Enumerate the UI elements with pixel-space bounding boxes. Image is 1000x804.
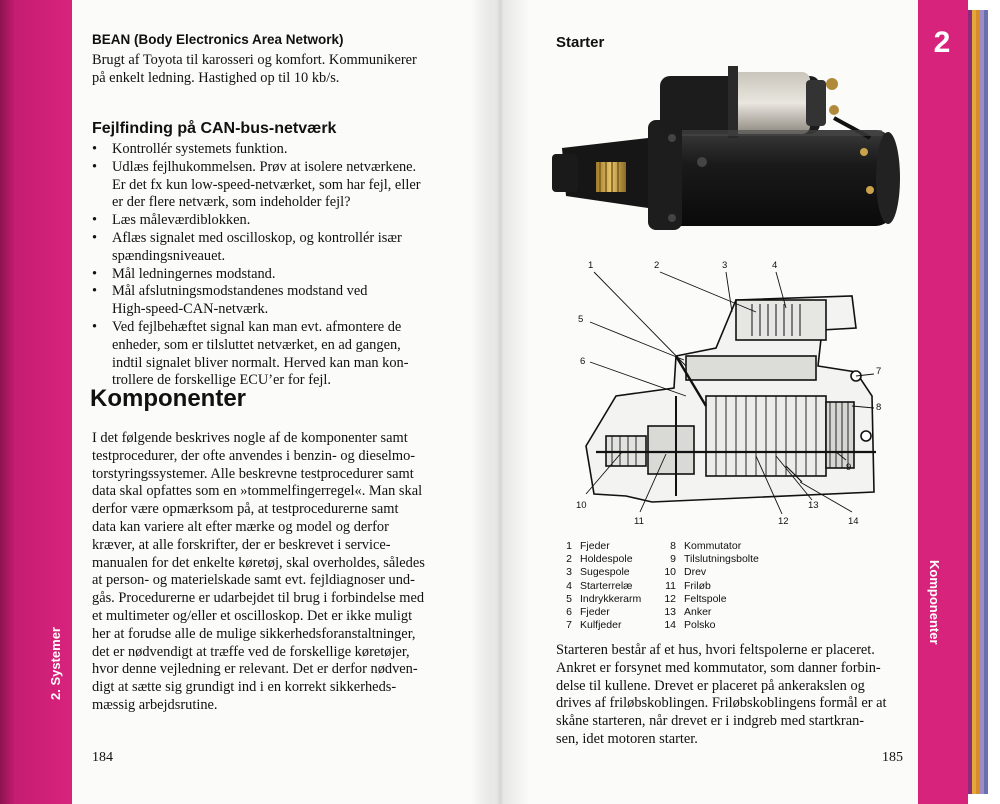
- legend-item: 6 Fjeder: [566, 606, 610, 619]
- legend-item: 14 Polsko: [664, 619, 716, 632]
- bean-heading: BEAN (Body Electronics Area Network): [92, 32, 344, 47]
- list-item: • Mål afslutningsmodstandenes modstand ved High-speed-CAN-netværk.: [88, 283, 468, 319]
- legend-item: 5 Indrykkerarm: [566, 592, 642, 605]
- text-line: kræver, at alle forskrifter, der er beskrevet i service-: [92, 536, 391, 553]
- text-line: torstyringssystemer. Alle beskrevne testprocedurer samt: [92, 465, 414, 482]
- text-line: I det følgende beskrives nogle af de komponenter samt: [92, 430, 408, 446]
- legend-item: 11 Friløb: [665, 579, 711, 592]
- text-line: Ankret er forsynet med kommutator, som danner forbin-: [556, 659, 881, 676]
- callout-7: 7: [876, 366, 882, 377]
- callout-14: 14: [848, 516, 859, 527]
- bean-text: [92, 52, 462, 88]
- list-item: • Aflæs signalet med oscilloskop, og kontrollér især spændingsniveauet.: [88, 230, 468, 266]
- starter-cutaway-diagram: [556, 256, 896, 536]
- starter-body: [556, 642, 912, 749]
- legend-item: 7 Kulfjeder: [566, 619, 622, 632]
- text-line: derfor være opmærksom på, at testprocedurerne samt: [92, 501, 399, 518]
- legend-item: 8 Kommutator: [670, 540, 742, 552]
- side-tab-systemer: 2. Systemer: [48, 627, 63, 700]
- text-line: delse til kullene. Drevet er placeret på ankerakslen og: [556, 677, 865, 694]
- text-line: på enkelt ledning. Hastighed op til 10 kb/s.: [92, 69, 340, 86]
- text-line: Brugt af Toyota til karosseri og komfort. Kommunikerer: [92, 52, 417, 68]
- page-edge-stripe: [984, 10, 988, 794]
- list-item: • Ved fejlbehæftet signal kan man evt. afmontere de enheder, som er tilsluttet netværket, en ad gangen, indtil signalet bliver normalt. Herved kan man kon- trollere de forskellige ECU’er for fejl.: [88, 319, 468, 390]
- troubleshooting-heading: Fejlfinding på CAN-bus-netværk: [92, 120, 337, 137]
- callout-4: 4: [772, 260, 778, 271]
- callout-3: 3: [722, 260, 728, 271]
- legend-item: 1 Fjeder: [566, 540, 610, 552]
- callout-1: 1: [588, 260, 594, 271]
- legend-item: 9 Tilslutningsbolte: [670, 553, 759, 566]
- callout-6: 6: [580, 356, 586, 367]
- text-line: data kan variere alt efter mærke og model og derfor: [92, 518, 389, 535]
- text-line: et multimeter og/eller et oscilloskop. Det er ikke muligt: [92, 607, 413, 624]
- components-body: [92, 430, 472, 715]
- text-line: mæssig arbejdsrutine.: [92, 696, 218, 713]
- legend-item: 4 Starterrelæ: [566, 579, 633, 592]
- section-heading: Komponenter: [90, 385, 246, 412]
- legend-column-2: [664, 540, 824, 632]
- text-line: hvor denne vejledning er relevant. Det er derfor nødven-: [92, 661, 418, 678]
- starter-heading: Starter: [556, 34, 605, 51]
- callout-12: 12: [778, 516, 789, 527]
- chapter-number: 2: [933, 26, 951, 59]
- list-item: • Læs måleværdiblokken.: [88, 212, 468, 230]
- legend-item: 13 Anker: [664, 606, 712, 619]
- text-line: gås. Procedurerne er udarbejdet til brug i forbindelse med: [92, 590, 425, 607]
- troubleshooting-list: [88, 141, 468, 390]
- left-band-edge: [0, 0, 14, 804]
- list-item: • Udlæs fejlhukommelsen. Prøv at isolere netværkene. Er det fx kun low-speed-netværket, som har fejl, eller er der flere netværk, som indeholder fejl?: [88, 159, 468, 212]
- list-item: • Kontrollér systemets funktion.: [88, 141, 468, 159]
- callout-11: 11: [634, 516, 644, 527]
- callout-2: 2: [654, 260, 660, 271]
- callout-5: 5: [578, 314, 584, 325]
- legend-item: 3 Sugespole: [566, 566, 630, 579]
- text-line: data skal opfattes som en »tommelfingerregel«. Man skal: [92, 483, 423, 500]
- text-line: at person- og materielskade samt evt. fejldiagnoser und-: [92, 572, 415, 589]
- callout-10: 10: [576, 500, 587, 511]
- text-line: drives af friløbskoblingen. Friløbskoblingens formål er at: [556, 695, 887, 712]
- legend-item: 2 Holdespole: [566, 553, 633, 566]
- callout-9: 9: [846, 462, 852, 473]
- page-number: 185: [882, 750, 903, 765]
- text-line: Starteren består af et hus, hvori feltspolerne er placeret.: [556, 642, 875, 658]
- side-tab-komponenter: Komponenter: [927, 560, 942, 645]
- text-line: her at forudse alle de mulige sikkerhedsforanstaltninger,: [92, 625, 416, 642]
- page-number: 184: [92, 750, 113, 765]
- book-spine-shadow: [470, 0, 530, 804]
- legend-item: 12 Feltspole: [664, 592, 727, 605]
- callout-13: 13: [808, 500, 819, 511]
- list-item: • Mål ledningernes modstand.: [88, 266, 468, 284]
- callout-8: 8: [876, 402, 882, 413]
- text-line: testprocedurer, der ofte anvendes i benzin- og dieselmo-: [92, 447, 416, 464]
- text-line: sen, idet motoren starter.: [556, 730, 698, 747]
- text-line: det er nødvendigt at træffe ved de forskellige køretøjer,: [92, 643, 410, 660]
- starter-motor-photo: [552, 58, 908, 234]
- text-line: skåne starteren, når drevet er i indgreb med startkran-: [556, 713, 865, 730]
- text-line: digt at sætte sig grundigt ind i en korrekt sikkerheds-: [92, 679, 397, 696]
- text-line: manualen for det enkelte køretøj, skal overholdes, således: [92, 554, 425, 571]
- legend-item: 10 Drev: [664, 566, 707, 579]
